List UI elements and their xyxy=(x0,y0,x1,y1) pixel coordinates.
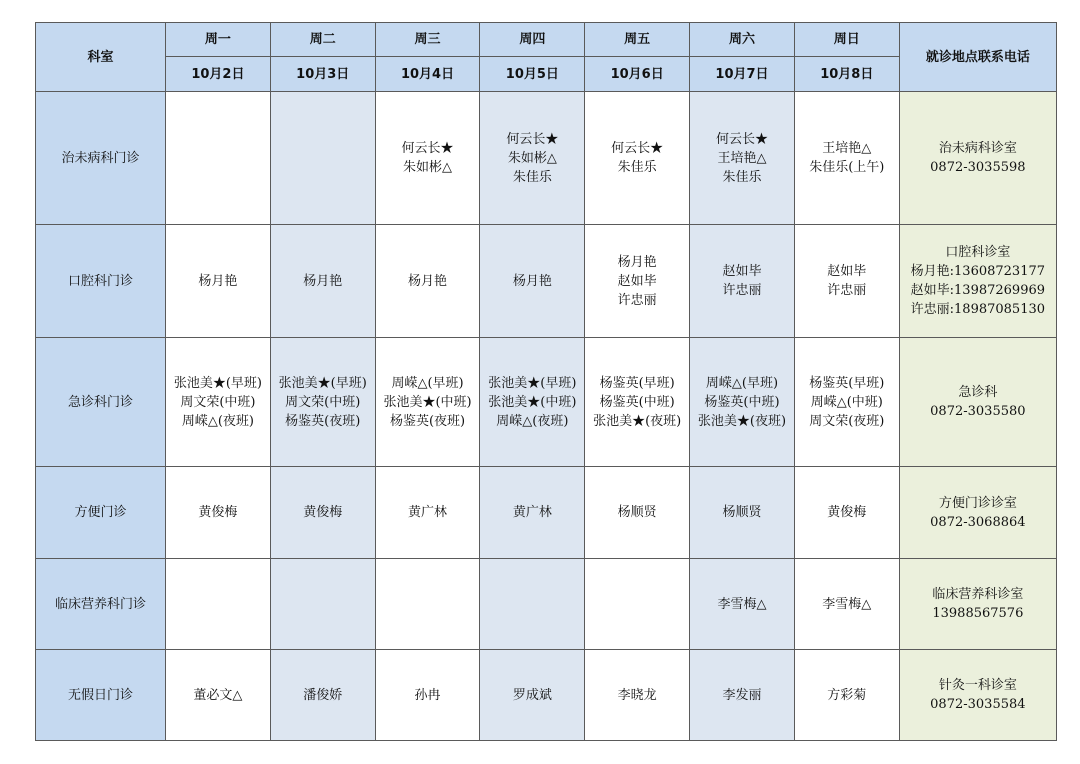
staff-name: 张池美★(中班) xyxy=(488,394,577,410)
header-weekday-row xyxy=(36,23,1057,57)
table-row xyxy=(36,225,1057,338)
staff-name: 黄俊梅 xyxy=(827,505,867,520)
schedule-cell xyxy=(480,467,585,559)
contact-cell xyxy=(899,225,1056,338)
staff-name: 赵如毕 xyxy=(827,264,867,279)
table-row xyxy=(36,467,1057,559)
weekday-header: 周四 xyxy=(480,23,585,57)
schedule-cell xyxy=(794,225,899,338)
staff-name: 李晓龙 xyxy=(617,687,657,703)
contact-line: 0872-3035598 xyxy=(930,160,1026,175)
schedule-body xyxy=(36,92,1057,741)
date-header: 10月4日 xyxy=(375,57,480,92)
staff-name: 杨月艳 xyxy=(198,273,238,289)
staff-name: 许忠丽 xyxy=(827,283,867,298)
staff-name: 许忠丽 xyxy=(617,292,657,308)
contact-line: 方便门诊诊室 xyxy=(938,495,1017,511)
table-row xyxy=(36,559,1057,650)
staff-name: 孙冉 xyxy=(414,687,441,703)
schedule-cell xyxy=(794,338,899,467)
schedule-cell xyxy=(480,338,585,467)
schedule-cell xyxy=(794,92,899,225)
staff-name: 杨月艳 xyxy=(617,254,657,270)
schedule-cell xyxy=(270,467,375,559)
schedule-cell xyxy=(166,559,271,650)
contact-line: 0872-3035580 xyxy=(930,404,1026,419)
contact-line: 0872-3068864 xyxy=(930,514,1026,530)
schedule-cell xyxy=(166,650,271,741)
staff-name: 朱佳乐 xyxy=(722,169,762,185)
table-row xyxy=(36,650,1057,741)
schedule-cell xyxy=(270,92,375,225)
schedule-cell xyxy=(480,650,585,741)
staff-name: 何云长★ xyxy=(611,141,664,156)
dept-name-cell: 治未病科门诊 xyxy=(36,92,166,225)
staff-name: 朱如彬△ xyxy=(403,160,453,175)
staff-name: 黄俊梅 xyxy=(303,505,343,520)
contact-cell xyxy=(899,650,1056,741)
staff-name: 杨鉴英(早班) xyxy=(809,375,885,391)
contact-line: 口腔科诊室 xyxy=(945,245,1011,260)
staff-name: 何云长★ xyxy=(715,131,768,147)
staff-name: 杨鉴英(中班) xyxy=(704,394,780,410)
staff-name: 朱佳乐(上午) xyxy=(809,160,885,175)
schedule-cell xyxy=(480,92,585,225)
table-row xyxy=(36,92,1057,225)
schedule-cell xyxy=(585,650,690,741)
staff-name: 朱佳乐 xyxy=(617,160,657,175)
staff-name: 杨鉴英(早班) xyxy=(599,375,675,391)
staff-name: 张池美★(早班) xyxy=(278,375,367,391)
duty-schedule-table xyxy=(35,22,1057,741)
staff-name: 何云长★ xyxy=(506,131,559,147)
staff-name: 张池美★(夜班) xyxy=(593,413,682,429)
schedule-cell xyxy=(166,467,271,559)
dept-name-cell: 无假日门诊 xyxy=(36,650,166,741)
schedule-cell xyxy=(375,559,480,650)
contact-line: 急诊科 xyxy=(958,385,998,400)
schedule-cell xyxy=(690,338,795,467)
date-header: 10月8日 xyxy=(794,57,899,92)
date-header: 10月2日 xyxy=(166,57,271,92)
schedule-cell xyxy=(690,225,795,338)
schedule-cell xyxy=(375,225,480,338)
staff-name: 张池美★(早班) xyxy=(173,375,262,391)
staff-name: 李发丽 xyxy=(722,687,762,703)
schedule-cell xyxy=(585,559,690,650)
schedule-cell xyxy=(794,650,899,741)
staff-name: 周文荣(夜班) xyxy=(809,413,885,429)
staff-name: 何云长★ xyxy=(401,141,454,156)
staff-name: 杨鉴英(中班) xyxy=(599,394,675,410)
staff-name: 黄广林 xyxy=(512,505,552,520)
date-header: 10月3日 xyxy=(270,57,375,92)
dept-name-cell: 急诊科门诊 xyxy=(36,338,166,467)
staff-name: 周文荣(中班) xyxy=(285,394,361,410)
contact-line: 赵如毕:13987269969 xyxy=(910,283,1046,298)
schedule-cell xyxy=(270,650,375,741)
schedule-cell xyxy=(690,467,795,559)
staff-name: 杨月艳 xyxy=(303,273,343,289)
staff-name: 黄广林 xyxy=(408,505,448,520)
staff-name: 杨顺贤 xyxy=(722,505,762,520)
staff-name: 周嵘△(早班) xyxy=(391,375,464,391)
schedule-cell xyxy=(690,92,795,225)
schedule-cell xyxy=(690,650,795,741)
contact-cell xyxy=(899,92,1056,225)
dept-name-cell: 方便门诊 xyxy=(36,467,166,559)
staff-name: 朱佳乐 xyxy=(512,169,552,185)
staff-name: 李雪梅△ xyxy=(822,596,872,612)
staff-name: 张池美★(夜班) xyxy=(697,413,787,429)
staff-name: 张池美★(早班) xyxy=(488,375,577,391)
dept-column-header: 科室 xyxy=(36,23,166,92)
contact-line: 杨月艳:13608723177 xyxy=(910,264,1046,279)
contact-cell xyxy=(899,338,1056,467)
contact-column-header: 就诊地点联系电话 xyxy=(899,23,1056,92)
contact-line: 许忠丽:18987085130 xyxy=(910,302,1046,317)
contact-line: 针灸一科诊室 xyxy=(938,678,1017,693)
contact-line: 13988567576 xyxy=(932,606,1024,621)
schedule-cell xyxy=(690,559,795,650)
schedule-cell xyxy=(585,92,690,225)
weekday-header: 周日 xyxy=(794,23,899,57)
staff-name: 黄俊梅 xyxy=(198,505,238,520)
staff-name: 李雪梅△ xyxy=(717,596,767,612)
staff-name: 王培艳△ xyxy=(717,150,767,166)
staff-name: 周嵘△(夜班) xyxy=(181,413,254,429)
contact-line: 临床营养科诊室 xyxy=(932,587,1024,602)
schedule-cell xyxy=(270,338,375,467)
table-row xyxy=(36,338,1057,467)
staff-name: 杨鉴英(夜班) xyxy=(389,413,466,429)
staff-name: 周嵘△(早班) xyxy=(705,375,779,391)
staff-name: 张池美★(中班) xyxy=(383,394,472,410)
schedule-cell xyxy=(375,650,480,741)
staff-name: 朱如彬△ xyxy=(507,150,557,166)
schedule-cell xyxy=(585,225,690,338)
staff-name: 杨顺贤 xyxy=(617,505,657,520)
schedule-cell xyxy=(166,225,271,338)
schedule-cell xyxy=(794,467,899,559)
staff-name: 方彩菊 xyxy=(827,687,867,703)
staff-name: 许忠丽 xyxy=(722,283,762,298)
date-header: 10月7日 xyxy=(690,57,795,92)
schedule-cell xyxy=(166,92,271,225)
schedule-cell xyxy=(585,338,690,467)
schedule-cell xyxy=(270,225,375,338)
staff-name: 潘俊娇 xyxy=(303,687,343,703)
staff-name: 杨鉴英(夜班) xyxy=(285,413,361,429)
schedule-cell xyxy=(480,559,585,650)
staff-name: 周嵘△(中班) xyxy=(810,394,883,410)
schedule-cell xyxy=(585,467,690,559)
schedule-cell xyxy=(375,92,480,225)
contact-cell xyxy=(899,559,1056,650)
staff-name: 罗成斌 xyxy=(512,687,552,703)
schedule-cell xyxy=(794,559,899,650)
staff-name: 赵如毕 xyxy=(617,273,657,289)
schedule-cell xyxy=(480,225,585,338)
date-header: 10月6日 xyxy=(585,57,690,92)
staff-name: 杨月艳 xyxy=(408,273,448,289)
schedule-cell xyxy=(375,338,480,467)
date-header: 10月5日 xyxy=(480,57,585,92)
staff-name: 周文荣(中班) xyxy=(180,394,256,410)
contact-cell xyxy=(899,467,1056,559)
staff-name: 王培艳△ xyxy=(822,141,872,156)
staff-name: 董必文△ xyxy=(193,687,243,703)
weekday-header: 周二 xyxy=(270,23,375,57)
weekday-header: 周六 xyxy=(690,23,795,57)
weekday-header: 周五 xyxy=(585,23,690,57)
dept-name-cell: 口腔科门诊 xyxy=(36,225,166,338)
weekday-header: 周一 xyxy=(166,23,271,57)
schedule-cell xyxy=(270,559,375,650)
dept-name-cell: 临床营养科门诊 xyxy=(36,559,166,650)
staff-name: 杨月艳 xyxy=(512,273,552,289)
schedule-cell xyxy=(375,467,480,559)
staff-name: 赵如毕 xyxy=(722,264,762,279)
contact-line: 0872-3035584 xyxy=(930,697,1026,712)
staff-name: 周嵘△(夜班) xyxy=(496,413,569,429)
weekday-header: 周三 xyxy=(375,23,480,57)
schedule-cell xyxy=(166,338,271,467)
contact-line: 治未病科诊室 xyxy=(938,141,1017,156)
